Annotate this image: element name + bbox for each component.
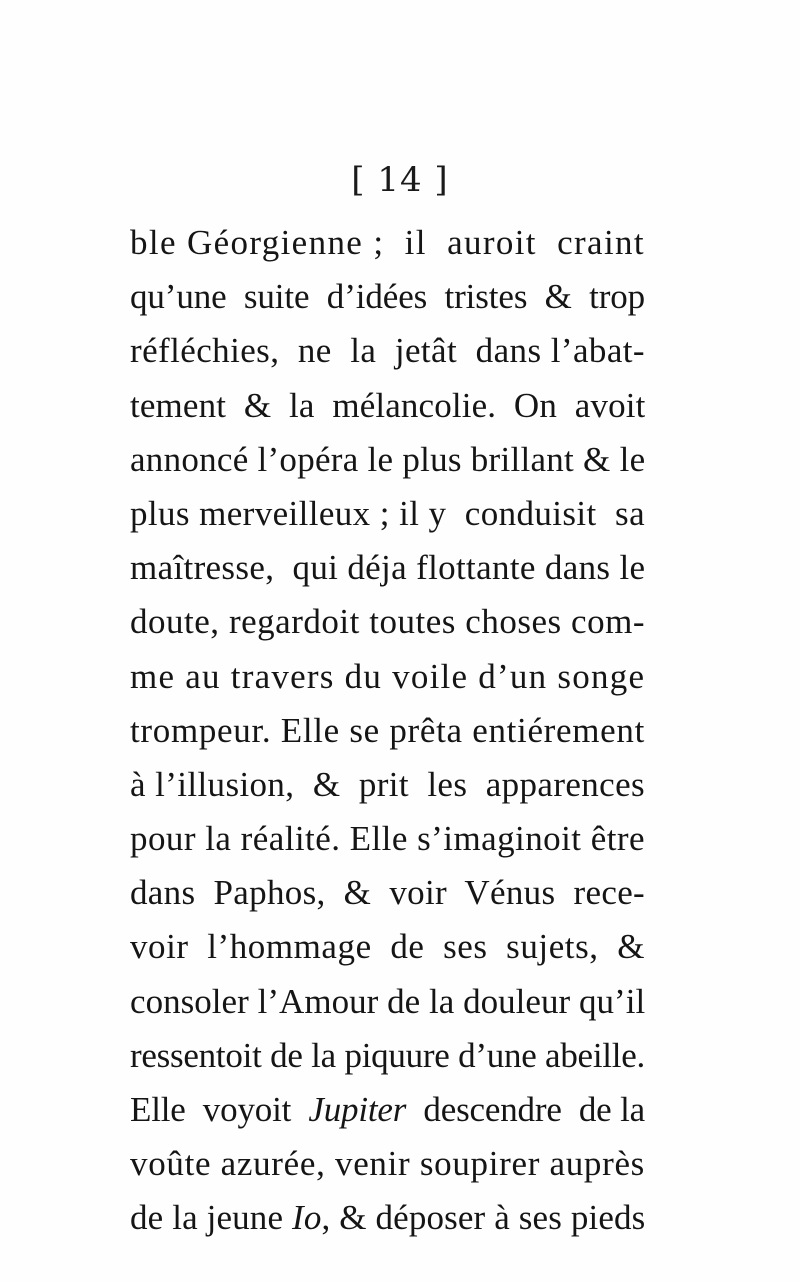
text-segment: consoler l’Amour de la douleur qu’il [130,981,645,1021]
page-number-header: [ 14 ] [351,160,449,200]
text-line [130,704,645,758]
text-segment: dans Paphos, & voir Vénus rece- [130,873,645,913]
text-segment: plus merveilleux ; il y conduisit sa [130,493,645,533]
text-line [130,324,645,378]
text-segment: Elle voyoit [130,1090,309,1129]
text-line [130,541,645,595]
text-segment: ressentoit de la piquure d’une abeille. [130,1035,645,1075]
text-segment: , & déposer à ses pieds [321,1198,645,1238]
text-line [130,270,645,324]
text-line [130,1191,645,1245]
text-segment: voûte azurée, venir soupirer auprès [130,1144,645,1184]
text-line [130,812,645,866]
text-line [130,1029,645,1083]
italic-name: Io [292,1198,322,1238]
text-line [130,1083,645,1137]
text-segment: annoncé l’opéra le plus brillant & le [130,439,645,479]
text-line [130,650,645,704]
text-segment: ble Géorgienne ; il auroit craint [130,223,645,262]
body-text [130,216,645,1246]
text-segment: descendre de la [406,1090,645,1129]
text-line [130,595,645,649]
text-line [130,758,645,812]
text-segment: maîtresse, qui déja flottante dans le [130,548,645,588]
text-segment: doute, regardoit toutes choses com- [130,602,645,642]
text-segment: qu’une suite d’idées tristes & trop [130,277,645,317]
text-segment: à l’illusion, & prit les apparences [130,764,645,804]
text-line [130,379,645,433]
text-segment: tement & la mélancolie. On avoit [130,385,645,425]
text-line [130,433,645,487]
text-line [130,487,645,541]
text-segment: me au travers du voile d’un songe [130,656,645,696]
text-line [130,216,645,270]
text-line [130,975,645,1029]
text-segment: de la jeune [130,1198,293,1238]
italic-name: Jupiter [308,1090,407,1129]
text-line [130,1137,645,1191]
text-line [130,866,645,920]
text-segment: trompeur. Elle se prêta entiérement [130,710,645,750]
text-segment: réfléchies, ne la jetât dans l’abat- [130,331,645,371]
text-line [130,920,645,974]
text-segment: pour la réalité. Elle s’imaginoit être [130,819,645,859]
text-segment: voir l’hommage de ses sujets, & [130,927,645,967]
